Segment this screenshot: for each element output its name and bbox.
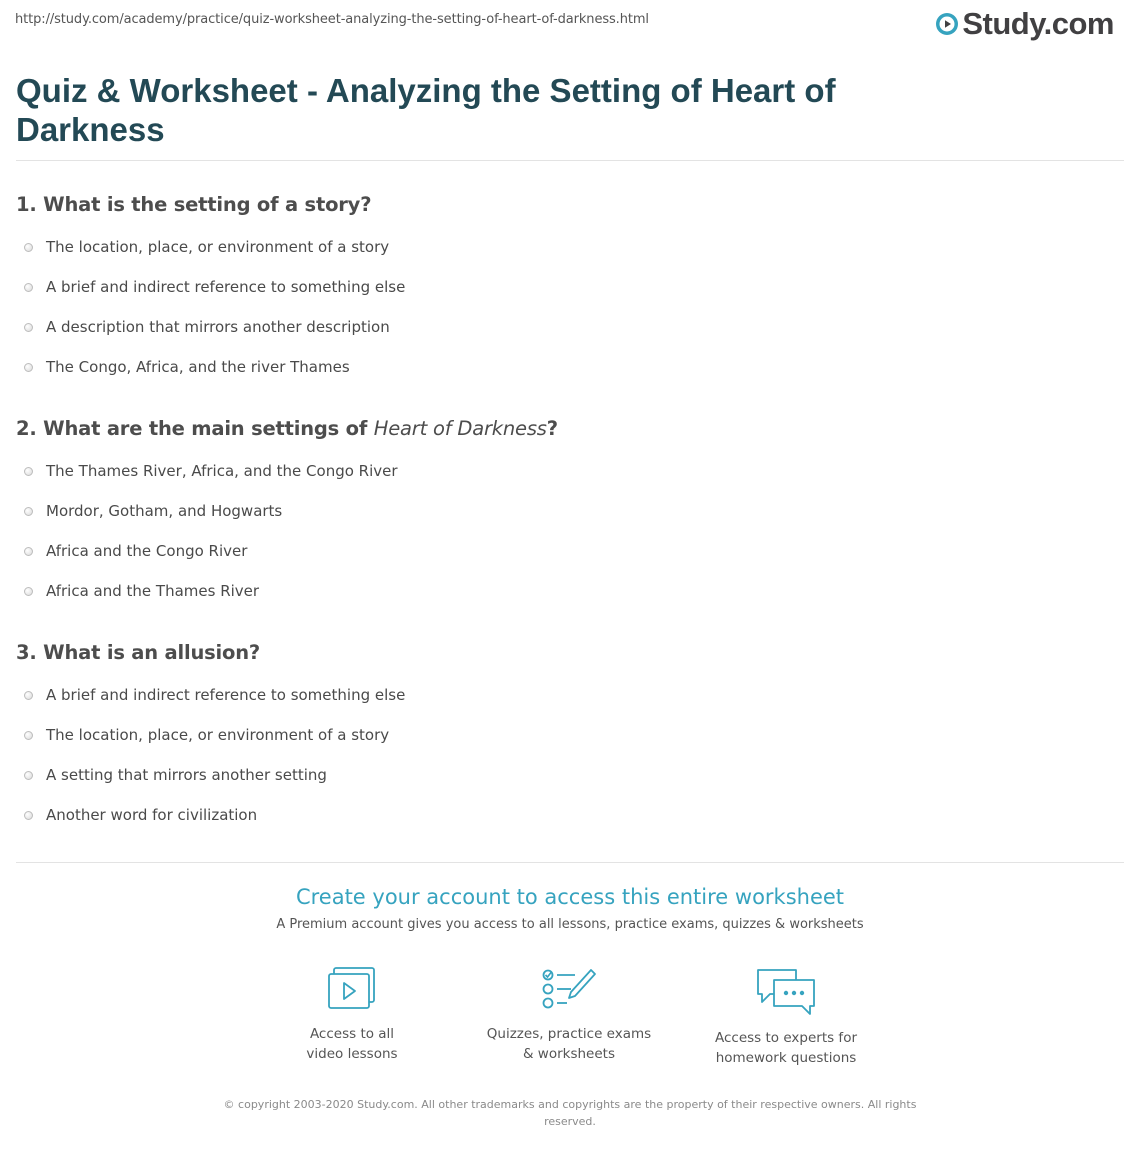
premium-description: A Premium account gives you access to all lessons, practice exams, quizzes & worksheets — [276, 917, 864, 932]
radio-button[interactable] — [24, 323, 33, 332]
feature-label: Access to experts for homework questions — [714, 1030, 857, 1066]
answer-option[interactable] — [24, 276, 405, 298]
answer-label: A brief and indirect reference to something else — [46, 686, 406, 704]
radio-button[interactable] — [24, 363, 33, 372]
feature-video-lessons — [252, 966, 452, 1064]
chat-bubbles-icon — [754, 966, 818, 1016]
radio-button[interactable] — [24, 771, 33, 780]
page-url: http://study.com/academy/practice/quiz-worksheet-analyzing-the-setting-of-heart-of-darkness.html — [15, 12, 649, 27]
video-lessons-icon — [326, 966, 378, 1012]
play-circle-icon — [935, 12, 959, 36]
question-1 — [16, 193, 371, 216]
radio-button[interactable] — [24, 507, 33, 516]
answer-label: The Congo, Africa, and the river Thames — [46, 358, 350, 376]
title-divider — [16, 160, 1124, 161]
question-number: 3. — [16, 641, 37, 664]
question-text-end: ? — [546, 417, 558, 440]
question-text: What is the setting of a story? — [43, 193, 372, 216]
study-logo[interactable] — [935, 8, 1114, 40]
radio-button[interactable] — [24, 587, 33, 596]
question-3 — [16, 641, 260, 664]
logo-text: Study.com — [962, 6, 1114, 41]
answer-label: A brief and indirect reference to something else — [46, 278, 406, 296]
question-number: 1. — [16, 193, 37, 216]
answer-label: Mordor, Gotham, and Hogwarts — [46, 502, 283, 520]
question-text-italic: Heart of Darkness — [373, 417, 547, 440]
page-title: Quiz & Worksheet - Analyzing the Setting of Heart of Darkness — [16, 72, 836, 148]
question-2 — [16, 417, 558, 440]
answer-label: Another word for civilization — [46, 806, 258, 824]
answer-label: The location, place, or environment of a story — [46, 238, 390, 256]
answer-option[interactable] — [24, 540, 247, 562]
answer-label: Africa and the Congo River — [46, 542, 248, 560]
copyright-notice: © copyright 2003-2020 Study.com. All other trademarks and copyrights are the property of their respective owners. All rights reserved. — [223, 1098, 917, 1128]
quiz-checklist-icon — [541, 966, 597, 1012]
radio-button[interactable] — [24, 731, 33, 740]
section-divider — [16, 862, 1124, 863]
answer-option[interactable] — [24, 724, 389, 746]
radio-button[interactable] — [24, 811, 33, 820]
answer-option[interactable] — [24, 764, 327, 786]
answer-label: A setting that mirrors another setting — [46, 766, 327, 784]
feature-experts — [686, 966, 886, 1068]
answer-option[interactable] — [24, 356, 350, 378]
question-number: 2. — [16, 417, 37, 440]
answer-option[interactable] — [24, 684, 405, 706]
answer-option[interactable] — [24, 460, 398, 482]
answer-option[interactable] — [24, 316, 390, 338]
answer-label: The Thames River, Africa, and the Congo River — [46, 462, 398, 480]
radio-button[interactable] — [24, 547, 33, 556]
feature-quizzes — [469, 966, 669, 1064]
feature-label: Access to all video lessons — [306, 1026, 398, 1062]
answer-option[interactable] — [24, 500, 282, 522]
answer-label: The location, place, or environment of a story — [46, 726, 390, 744]
answer-option[interactable] — [24, 804, 257, 826]
answer-label: A description that mirrors another description — [46, 318, 390, 336]
question-text: What are the main settings of — [43, 417, 374, 440]
answer-label: Africa and the Thames River — [46, 582, 260, 600]
radio-button[interactable] — [24, 691, 33, 700]
create-account-link[interactable]: Create your account to access this entire worksheet — [295, 885, 845, 909]
feature-label: Quizzes, practice exams & worksheets — [486, 1026, 652, 1062]
radio-button[interactable] — [24, 467, 33, 476]
radio-button[interactable] — [24, 243, 33, 252]
radio-button[interactable] — [24, 283, 33, 292]
answer-option[interactable] — [24, 580, 259, 602]
question-text: What is an allusion? — [43, 641, 261, 664]
answer-option[interactable] — [24, 236, 389, 258]
